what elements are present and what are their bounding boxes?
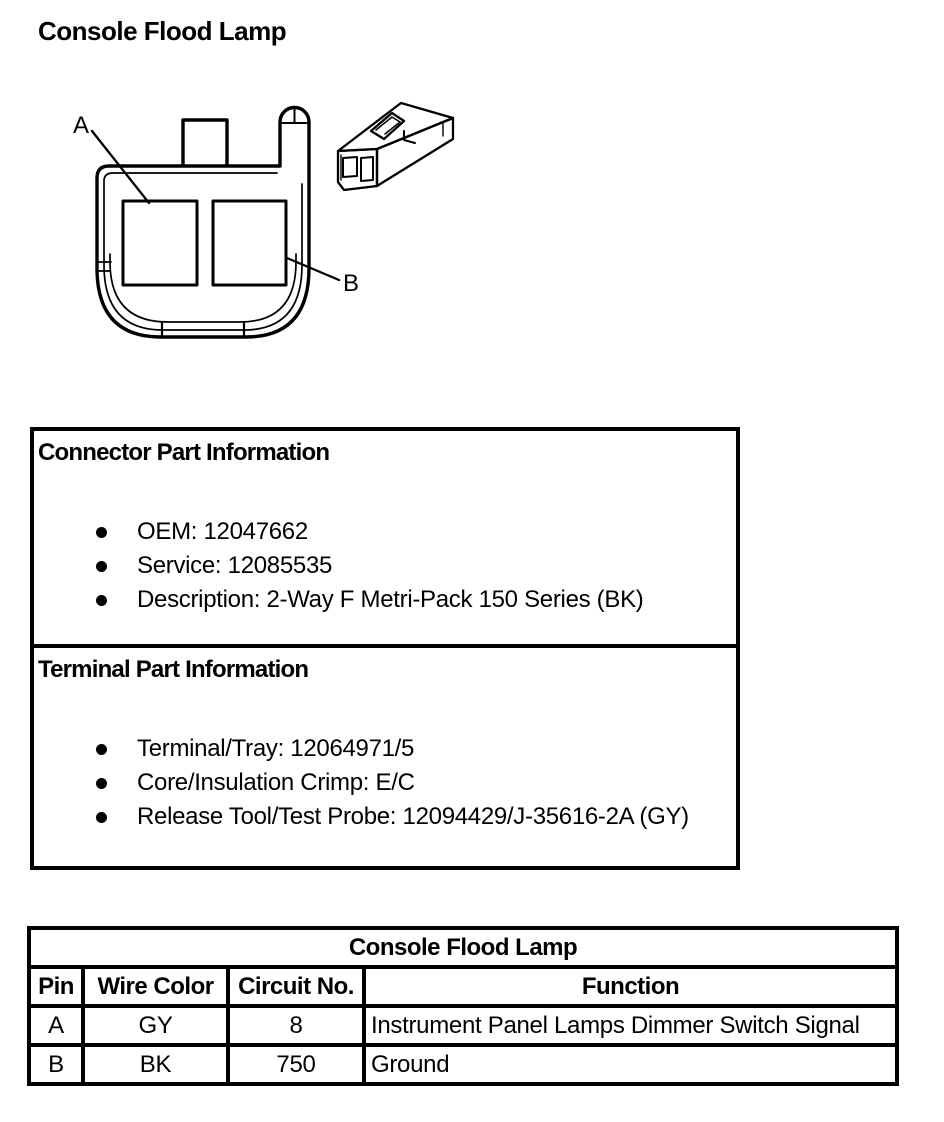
table-title-row bbox=[29, 928, 897, 967]
inner-outline bbox=[104, 173, 302, 330]
inner-outline-2 bbox=[110, 254, 296, 322]
list-item: Terminal/Tray: 12064971/5 bbox=[137, 732, 736, 766]
terminal-part-info-title: Terminal Part Information bbox=[38, 656, 309, 683]
cell-pin: A bbox=[29, 1006, 83, 1045]
col-header-wire-color: Wire Color bbox=[83, 967, 228, 1006]
connector-diagram bbox=[55, 90, 485, 356]
cell-circuit-no: 8 bbox=[228, 1006, 364, 1045]
list-item: OEM: 12047662 bbox=[137, 515, 736, 549]
list-item: Core/Insulation Crimp: E/C bbox=[137, 766, 736, 800]
bottom-ticks bbox=[162, 322, 244, 336]
cavity-a bbox=[123, 201, 197, 285]
list-item: Release Tool/Test Probe: 12094429/J-35616-2A (GY) bbox=[137, 800, 736, 834]
cell-circuit-no: 750 bbox=[228, 1045, 364, 1084]
list-item: Service: 12085535 bbox=[137, 549, 736, 583]
connector-part-info-list bbox=[34, 515, 736, 617]
table-row bbox=[29, 1006, 897, 1045]
terminal-part-info-list bbox=[34, 732, 736, 834]
label-a: A bbox=[73, 112, 90, 139]
cell-wire-color: BK bbox=[83, 1045, 228, 1084]
page-title: Console Flood Lamp bbox=[38, 16, 287, 46]
iso-connector-view bbox=[338, 103, 453, 190]
connector-body-outline bbox=[97, 107, 309, 337]
terminal-part-info-box bbox=[30, 644, 740, 870]
label-b: B bbox=[343, 270, 360, 297]
cell-function: Ground bbox=[364, 1045, 897, 1084]
connector-part-info-title: Connector Part Information bbox=[38, 439, 330, 466]
cell-pin: B bbox=[29, 1045, 83, 1084]
cavity-b bbox=[213, 201, 286, 285]
cell-wire-color: GY bbox=[83, 1006, 228, 1045]
table-header-row bbox=[29, 967, 897, 1006]
list-item: Description: 2-Way F Metri-Pack 150 Series (BK) bbox=[137, 583, 736, 617]
index-tab bbox=[183, 120, 227, 165]
connector-part-info-box bbox=[30, 427, 740, 648]
col-header-circuit-no: Circuit No. bbox=[228, 967, 364, 1006]
pin-table bbox=[27, 926, 895, 1086]
table-row bbox=[29, 1045, 897, 1084]
cell-function: Instrument Panel Lamps Dimmer Switch Signal bbox=[364, 1006, 897, 1045]
table-title: Console Flood Lamp bbox=[29, 928, 897, 967]
col-header-function: Function bbox=[364, 967, 897, 1006]
col-header-pin: Pin bbox=[29, 967, 83, 1006]
